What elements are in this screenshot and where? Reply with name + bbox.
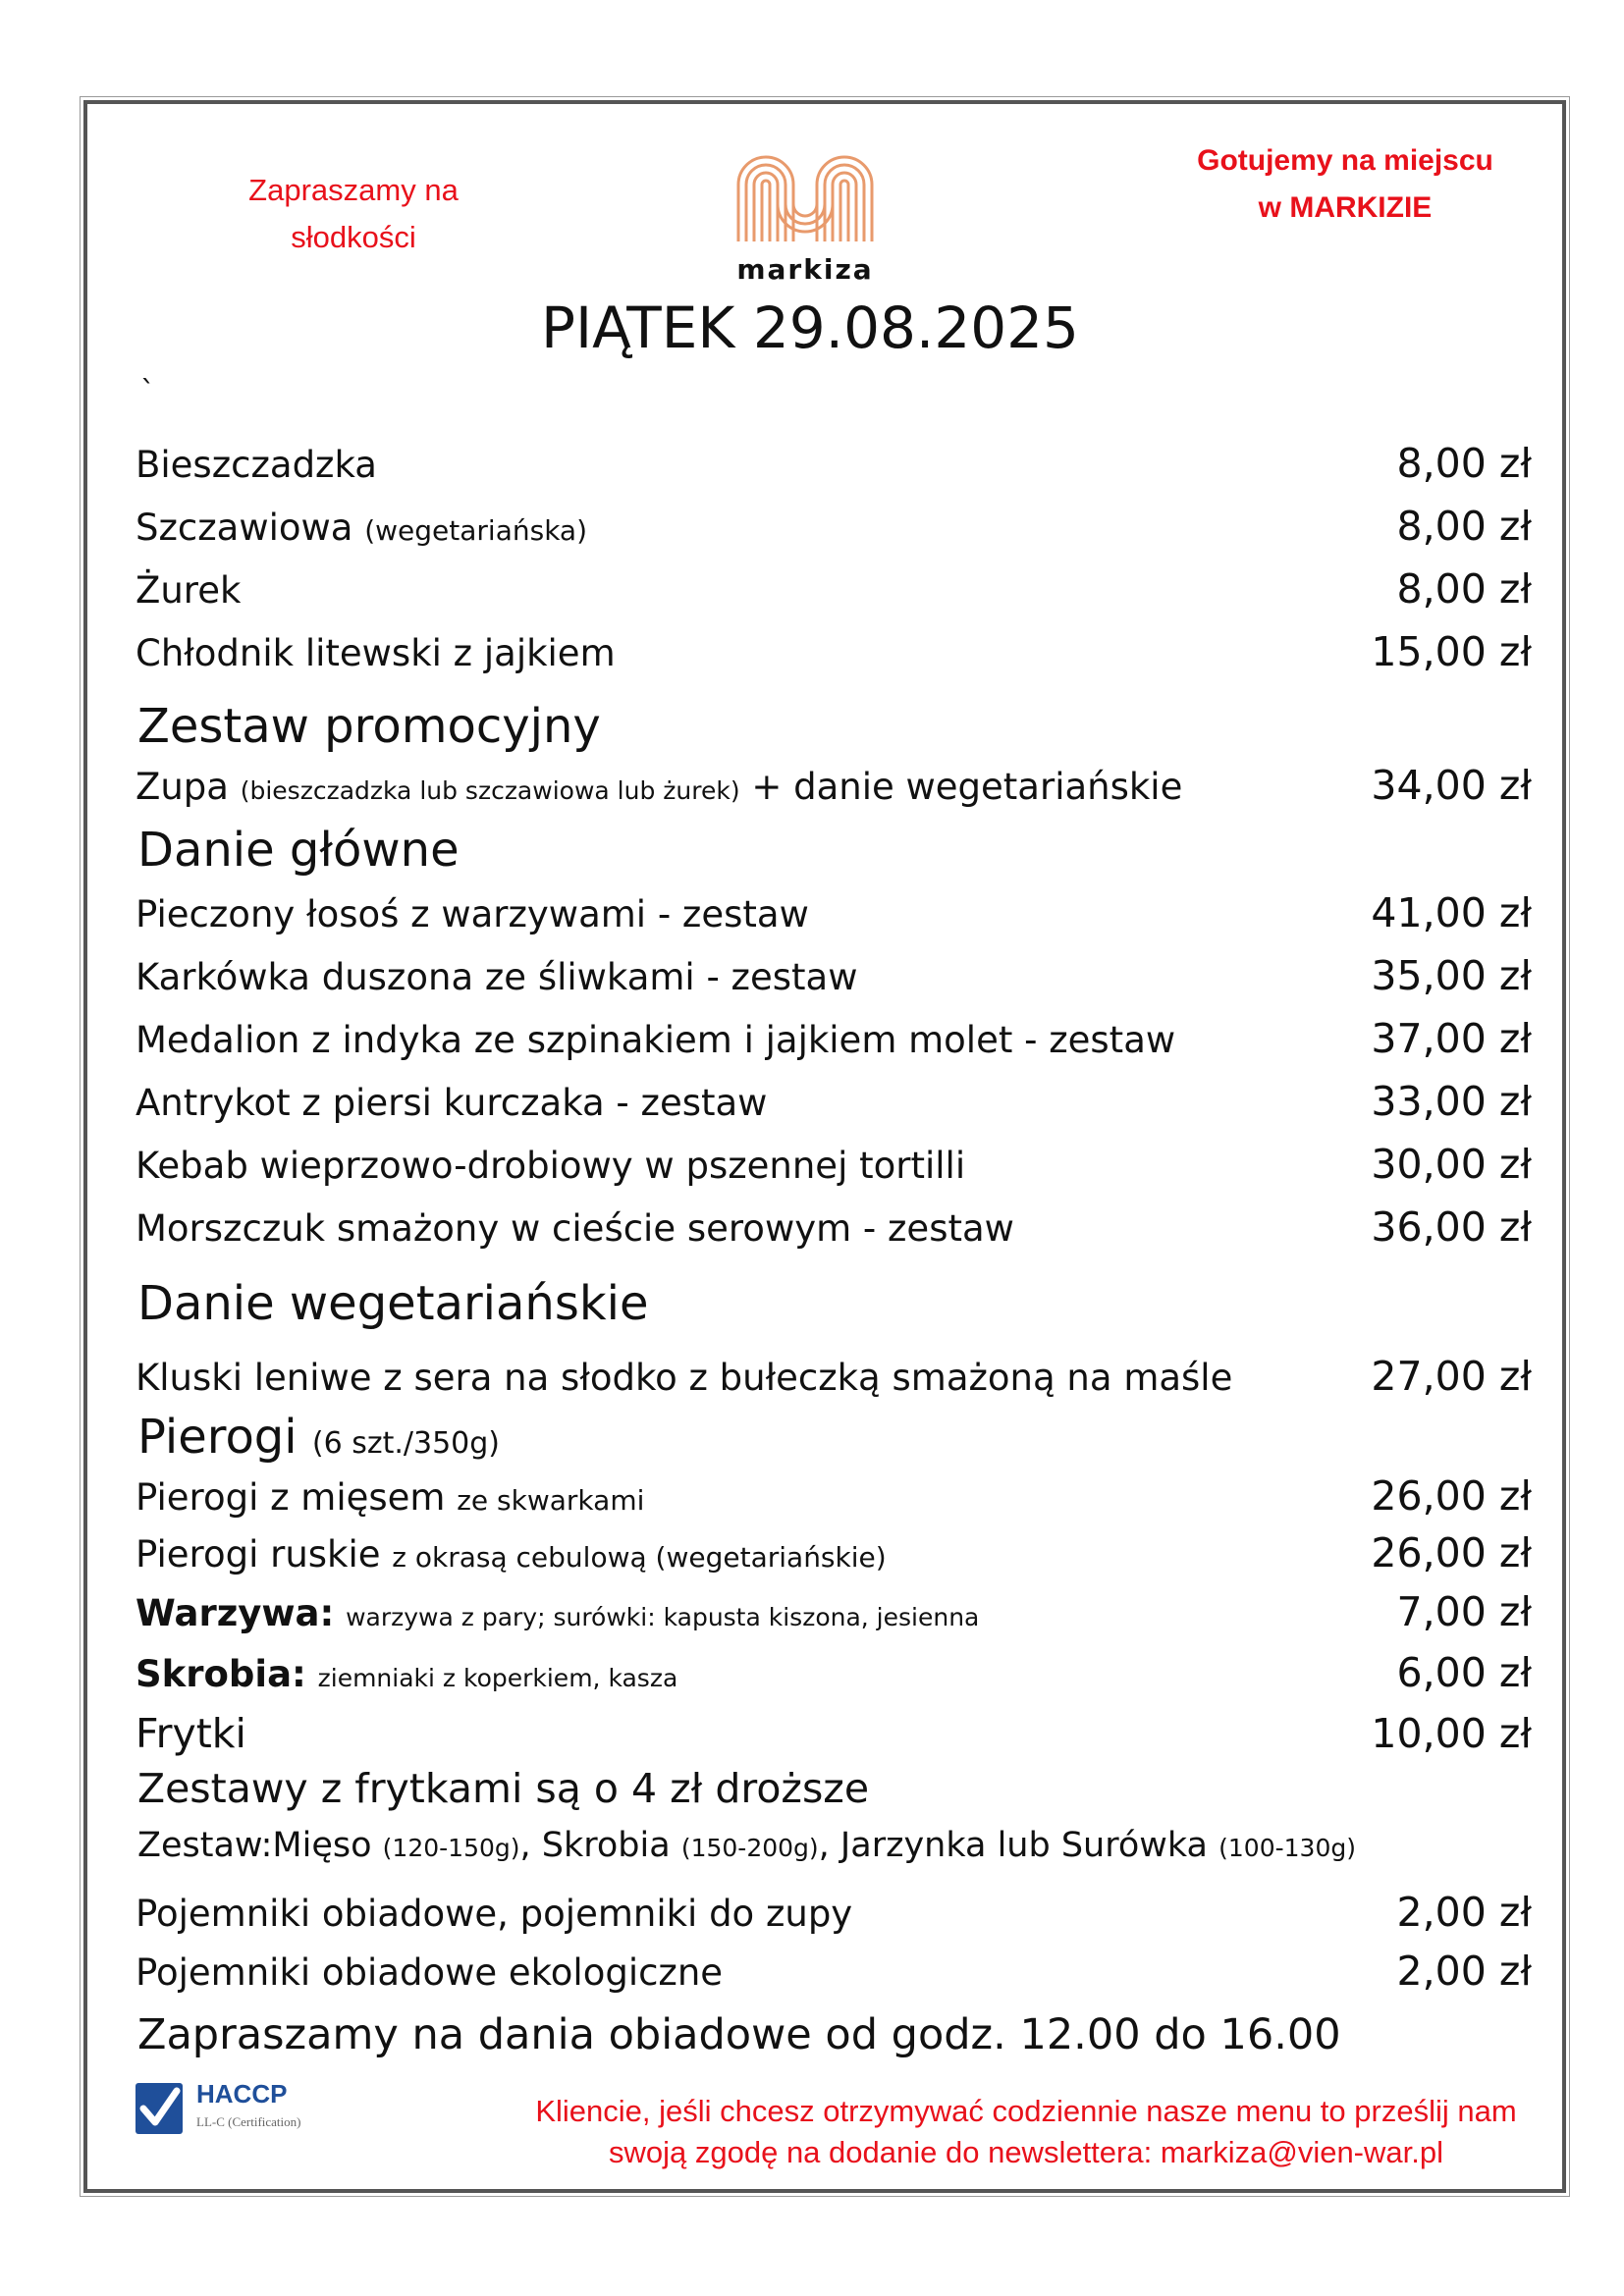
item-name: Pieczony łosoś z warzywami - zestaw (135, 893, 809, 935)
menu-row (135, 1889, 1532, 1936)
item-name: Szczawiowa (wegetariańska) (135, 507, 588, 549)
item-price: 36,00 zł (1371, 1203, 1532, 1251)
haccp-badge (135, 2079, 332, 2138)
item-name: Zupa (bieszczadzka lub szczawiowa lub żurek) + danie wegetariańskie (135, 766, 1183, 808)
item-price: 26,00 zł (1371, 1472, 1532, 1520)
item-name: Pierogi z mięsem ze skwarkami (135, 1476, 645, 1519)
item-price: 6,00 zł (1396, 1649, 1532, 1696)
menu-row (135, 1078, 1532, 1125)
menu-row (135, 889, 1532, 936)
haccp-subtitle: LL-C (Certification) (196, 2114, 301, 2129)
stray-mark: ` (140, 375, 155, 409)
item-price: 8,00 zł (1396, 503, 1532, 550)
sweets-invite: Zapraszamy na słodkości (248, 173, 459, 254)
menu-row (135, 952, 1532, 999)
item-price: 33,00 zł (1371, 1078, 1532, 1125)
item-name: Żurek (135, 569, 242, 612)
item-name: Warzywa: warzywa z pary; surówki: kapusta kiszona, jesienna (135, 1592, 980, 1634)
item-name: Medalion z indyka ze szpinakiem i jajkiem molet - zestaw (135, 1019, 1176, 1061)
item-price: 7,00 zł (1396, 1588, 1532, 1635)
item-price: 35,00 zł (1371, 952, 1532, 999)
check-icon (135, 2083, 183, 2134)
cooking-note: Gotujemy na miejscu w MARKIZIE (1197, 144, 1493, 224)
item-price: 10,00 zł (1371, 1710, 1532, 1757)
section-heading-main: Danie główne (137, 823, 460, 878)
item-price: 2,00 zł (1396, 1889, 1532, 1936)
menu-row (135, 440, 1532, 487)
opening-hours: Zapraszamy na dania obiadowe od godz. 12.00 do 16.00 (137, 2010, 1341, 2059)
menu-row (135, 1588, 1532, 1635)
item-price: 30,00 zł (1371, 1141, 1532, 1188)
haccp-title: HACCP (196, 2079, 288, 2109)
section-heading-promo: Zestaw promocyjny (137, 699, 601, 754)
set-description: Zestaw:Mięso (120-150g), Skrobia (150-200g), Jarzynka lub Surówka (100-130g) (137, 1826, 1356, 1865)
item-name: Morszczuk smażony w cieście serowym - zestaw (135, 1207, 1014, 1250)
menu-row (135, 628, 1532, 675)
page-title: PIĄTEK 29.08.2025 (541, 294, 1079, 361)
menu-row (135, 1948, 1532, 1995)
item-name: Pojemniki obiadowe ekologiczne (135, 1951, 724, 1994)
sets-note: Zestawy z frytkami są o 4 zł droższe (137, 1765, 870, 1812)
menu-row (135, 1472, 1532, 1520)
menu-row (135, 1529, 1532, 1576)
item-name: Chłodnik litewski z jajkiem (135, 632, 616, 674)
item-name: Karkówka duszona ze śliwkami - zestaw (135, 956, 858, 998)
newsletter-note: Kliencie, jeśli chcesz otrzymywać codziennie nasze menu to prześlij nam swoją zgodę na dodanie do newslettera: markiza@vien-war.pl (535, 2094, 1517, 2169)
menu-row (135, 1710, 1532, 1757)
logo-wordmark: markiza (736, 253, 874, 286)
item-name: Frytki (135, 1710, 246, 1757)
menu-row (135, 1353, 1532, 1400)
menu-row (135, 1141, 1532, 1188)
section-heading-vege: Danie wegetariańskie (137, 1276, 649, 1331)
item-name: Pojemniki obiadowe, pojemniki do zupy (135, 1893, 853, 1935)
item-name: Pierogi ruskie z okrasą cebulową (wegetariańskie) (135, 1533, 887, 1575)
item-price: 34,00 zł (1371, 762, 1532, 809)
item-price: 37,00 zł (1371, 1015, 1532, 1062)
item-name: Skrobia: ziemniaki z koperkiem, kasza (135, 1653, 678, 1695)
item-price: 26,00 zł (1371, 1529, 1532, 1576)
menu-row (135, 762, 1532, 809)
item-name: Antrykot z piersi kurczaka - zestaw (135, 1082, 768, 1124)
menu-row (135, 1203, 1532, 1251)
item-name: Kluski leniwe z sera na słodko z bułeczką smażoną na maśle (135, 1357, 1233, 1399)
item-price: 41,00 zł (1371, 889, 1532, 936)
item-price: 8,00 zł (1396, 440, 1532, 487)
item-price: 27,00 zł (1371, 1353, 1532, 1400)
menu-row (135, 1015, 1532, 1062)
item-name: Bieszczadzka (135, 444, 377, 486)
markiza-logo-icon (732, 145, 878, 243)
item-price: 15,00 zł (1371, 628, 1532, 675)
item-price: 8,00 zł (1396, 565, 1532, 613)
section-heading-pierogi: Pierogi (6 szt./350g) (137, 1410, 500, 1465)
menu-row (135, 503, 1532, 550)
item-name: Kebab wieprzowo-drobiowy w pszennej tortilli (135, 1145, 966, 1187)
menu-row (135, 565, 1532, 613)
item-price: 2,00 zł (1396, 1948, 1532, 1995)
menu-row (135, 1649, 1532, 1696)
